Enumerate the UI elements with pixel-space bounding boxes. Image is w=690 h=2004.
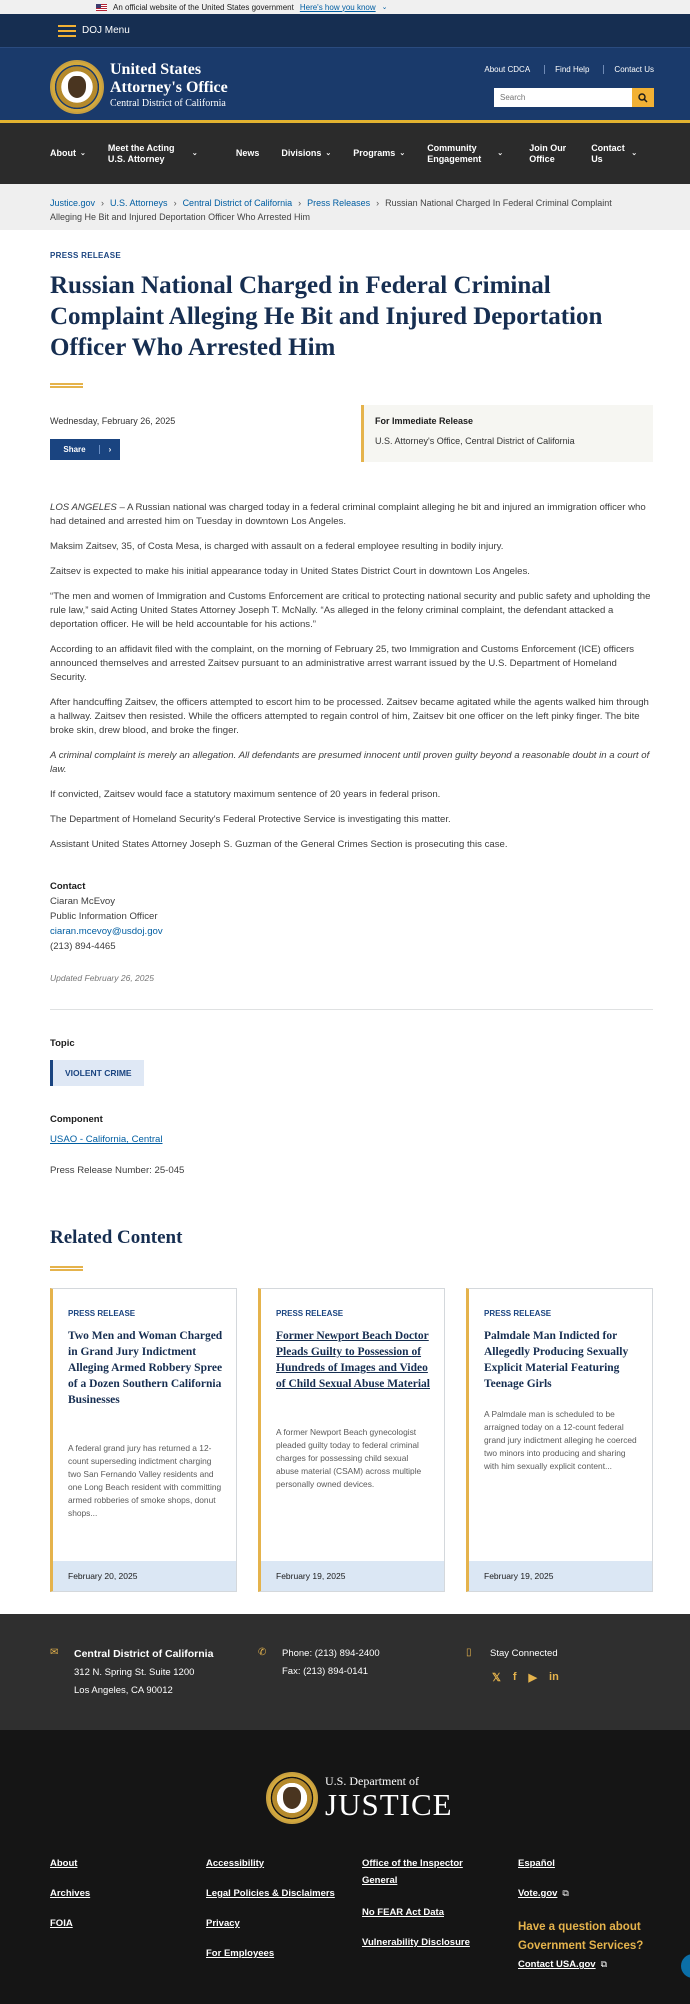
related-content-heading: Related Content xyxy=(50,1227,183,1248)
footer-stay-connected xyxy=(466,1645,558,1663)
card-description: A federal grand jury has returned a 12-count superseding indictment charging two San Fernando Valley residents and one Long Beach resident with committing armed robberies of smoke shops, donut shops... xyxy=(68,1443,222,1518)
nav-divisions[interactable]: Divisions ⌄ xyxy=(281,148,332,158)
utility-links xyxy=(484,65,654,74)
chevron-right-icon: › xyxy=(173,198,177,208)
topic-tag-violent-crime[interactable]: VIOLENT CRIME xyxy=(50,1060,144,1086)
chevron-down-icon: ⌄ xyxy=(631,150,638,157)
doj-seal-logo[interactable] xyxy=(266,1772,318,1824)
card-description: A Palmdale man is scheduled to be arraigned today on a 12-count federal grand jury indictment alleging he coerced two minors into producing and sharing with him sexually explicit content... xyxy=(484,1409,637,1471)
card-date: February 20, 2025 xyxy=(53,1561,236,1591)
paragraph-9: The Department of Homeland Security's Federal Protective Service is investigating this matter. xyxy=(50,814,451,825)
search-input[interactable] xyxy=(494,88,632,107)
paragraph-4: “The men and women of Immigration and Customs Enforcement are critical to protecting national security and public safety and upholding the rule law,” said Acting United States Attorney Joseph T. McNally. “As alleged in the felony criminal complaint, the defendant attacked a deportation officer. He will be held accountable for his actions.” xyxy=(50,591,651,630)
us-flag-icon xyxy=(96,4,107,11)
release-heading: For Immediate Release xyxy=(375,416,474,426)
card-kicker: PRESS RELEASE xyxy=(484,1309,552,1318)
related-card[interactable] xyxy=(258,1288,445,1592)
social-links xyxy=(492,1671,559,1684)
press-release-number: Press Release Number: 25-045 xyxy=(50,1165,185,1176)
doj-wordmark[interactable] xyxy=(325,1774,453,1821)
card-description: A former Newport Beach gynecologist pleaded guilty today to federal criminal charges for possessing child sexual abuse material (CSAM) across multiple personally owned devices. xyxy=(276,1427,422,1489)
footer-link-vulnerability-disclosure[interactable]: Vulnerability Disclosure xyxy=(362,1937,470,1948)
paragraph-disclaimer: A criminal complaint is merely an allegation. All defendants are presumed innocent until proven guilty beyond a reasonable doubt in a court of law. xyxy=(50,750,650,775)
topic-heading: Topic xyxy=(50,1038,75,1049)
footer-address-line2: Los Angeles, CA 90012 xyxy=(74,1685,173,1696)
contact-email-link[interactable]: ciaran.mcevoy@usdoj.gov xyxy=(50,926,163,937)
footer-link-for-employees[interactable]: For Employees xyxy=(206,1948,275,1959)
youtube-icon[interactable]: ▶ xyxy=(528,1672,538,1684)
footer-address xyxy=(50,1645,213,1700)
footer-fax-number: Fax: (213) 894-0141 xyxy=(282,1666,369,1677)
paragraph-3: Zaitsev is expected to make his initial appearance today in United States District Court in downtown Los Angeles. xyxy=(50,566,530,577)
paragraph-2: Maksim Zaitsev, 35, of Costa Mesa, is charged with assault on a federal employee resulting in bodily injury. xyxy=(50,541,504,552)
card-title-link[interactable]: Two Men and Woman Charged in Grand Jury Indictment Alleging Armed Robbery Spree of a Dozen Southern California Businesses xyxy=(68,1330,223,1406)
footer-link-legal-policies[interactable]: Legal Policies & Disclaimers xyxy=(206,1888,335,1899)
footer-link-vote-gov[interactable]: Vote.gov xyxy=(518,1888,558,1899)
chevron-right-icon: › xyxy=(376,198,380,208)
footer-contact xyxy=(0,1614,690,1730)
gov-banner xyxy=(0,0,690,14)
x-twitter-icon[interactable]: 𝕏 xyxy=(492,1672,501,1684)
heres-how-you-know-link[interactable]: Here's how you know xyxy=(299,2,376,12)
contact-us-link[interactable]: Contact Us xyxy=(603,65,654,74)
doj-menu-button[interactable]: DOJ Menu xyxy=(82,25,130,36)
paragraph-8: If convicted, Zaitsev would face a statutory maximum sentence of 20 years in federal prison. xyxy=(50,789,441,800)
contact-phone: (213) 894-4465 xyxy=(50,941,116,952)
footer-address-line1: 312 N. Spring St. Suite 1200 xyxy=(74,1667,195,1678)
paragraph-6: After handcuffing Zaitsev, the officers attempted to escort him to be processed. Zaitsev became agitated while the agents walked him through a hallway. Zaitsev then resisted. While the officers attempted to regain control of him, Zaitsev bit one officer on the left pinky finger. The bite broke skin, drew blood, and broke the finger. xyxy=(50,697,649,736)
gov-banner-text: An official website of the United States government xyxy=(113,2,294,12)
breadcrumb-us-attorneys[interactable]: U.S. Attorneys xyxy=(110,198,168,208)
footer-link-no-fear-act[interactable]: No FEAR Act Data xyxy=(362,1907,444,1918)
contact-heading: Contact xyxy=(50,881,86,892)
mobile-icon: ▯ xyxy=(466,1647,472,1658)
footer-link-foia[interactable]: FOIA xyxy=(50,1918,73,1929)
chevron-down-icon: ⌄ xyxy=(497,150,504,157)
gold-divider xyxy=(50,383,83,388)
footer-contact-usa[interactable] xyxy=(518,1956,607,1973)
release-office: U.S. Attorney's Office, Central District of California xyxy=(375,436,575,446)
card-title-link[interactable]: Palmdale Man Indicted for Allegedly Producing Sexually Explicit Material Featuring Teenage Girls xyxy=(484,1330,629,1390)
footer-office-name: Central District of California xyxy=(74,1648,214,1660)
contact-title: Public Information Officer xyxy=(50,911,158,922)
chevron-right-icon: › xyxy=(101,198,105,208)
search-button[interactable] xyxy=(632,88,654,107)
gold-divider xyxy=(50,1266,83,1271)
article-body xyxy=(50,501,652,863)
chevron-down-icon: ⌄ xyxy=(381,4,388,11)
dateline: LOS ANGELES xyxy=(50,502,117,513)
nav-news[interactable]: News xyxy=(235,148,260,158)
page-title: Russian National Charged in Federal Criminal Complaint Alleging He Bit and Injured Deportation Officer Who Arrested Him xyxy=(50,272,603,361)
breadcrumb-central-district[interactable]: Central District of California xyxy=(182,198,293,208)
component-link[interactable]: USAO - California, Central xyxy=(50,1134,163,1145)
footer-link-inspector-general[interactable]: Office of the Inspector General xyxy=(362,1858,463,1886)
nav-community-engagement[interactable]: Community Engagement ⌄ xyxy=(427,142,504,164)
facebook-icon[interactable]: f xyxy=(512,1671,517,1683)
footer-dept-label: U.S. Department of xyxy=(325,1774,419,1788)
paragraph-1: LOS ANGELES – A Russian national was charged today in a federal criminal complaint alleging he bit and injured an immigration officer who had detained and arrested him on Tuesday in downtown Los Angeles. xyxy=(50,502,646,527)
office-line3: Central District of California xyxy=(110,98,226,109)
release-box xyxy=(361,405,653,462)
phone-icon: ✆ xyxy=(258,1647,267,1658)
search-icon xyxy=(638,93,648,103)
divider xyxy=(50,1009,653,1010)
chevron-down-icon: ⌄ xyxy=(80,150,86,157)
nav-about[interactable]: About ⌄ xyxy=(50,148,86,158)
card-title-link[interactable]: Former Newport Beach Doctor Pleads Guilty to Possession of Hundreds of Images and Video of Child Sexual Abuse Material xyxy=(276,1330,430,1390)
nav-meet-acting-us-attorney[interactable]: Meet the Acting U.S. Attorney ⌄ xyxy=(107,142,198,164)
share-button[interactable] xyxy=(50,439,120,460)
article-date: Wednesday, February 26, 2025 xyxy=(50,416,176,426)
external-link-icon: ⧉ xyxy=(562,1888,569,1898)
nav-contact-us[interactable]: Contact Us ⌄ xyxy=(591,142,638,164)
chevron-down-icon: ⌄ xyxy=(399,150,406,157)
external-link-icon: ⧉ xyxy=(600,1959,608,1969)
site-header xyxy=(0,47,690,123)
find-help-link[interactable]: Find Help xyxy=(544,65,589,74)
linkedin-icon[interactable]: in xyxy=(549,1671,559,1683)
about-cdca-link[interactable]: About CDCA xyxy=(484,65,531,74)
chevron-right-icon: › xyxy=(298,198,302,208)
footer-phone xyxy=(258,1645,380,1681)
chevron-right-icon: › xyxy=(108,445,112,454)
footer-question: Have a question about Government Services? xyxy=(518,1921,644,1952)
share-label: Share xyxy=(50,445,100,454)
nav-programs[interactable]: Programs ⌄ xyxy=(353,148,406,158)
related-card[interactable] xyxy=(50,1288,237,1592)
office-name[interactable] xyxy=(110,61,228,109)
footer-link-archives[interactable]: Archives xyxy=(50,1888,91,1899)
footer-link-about[interactable]: About xyxy=(50,1858,78,1869)
office-line1: United States xyxy=(110,61,202,78)
footer-vote-gov[interactable] xyxy=(518,1885,569,1902)
related-card[interactable] xyxy=(466,1288,653,1592)
doj-seal-logo[interactable] xyxy=(50,60,104,114)
hamburger-icon[interactable] xyxy=(58,25,76,37)
footer-justice-label: JUSTICE xyxy=(325,1787,453,1822)
office-line2: Attorney's Office xyxy=(110,79,228,96)
search-form xyxy=(494,88,654,107)
breadcrumb-press-releases[interactable]: Press Releases xyxy=(307,198,371,208)
doj-menu-bar xyxy=(0,14,690,47)
paragraph-10: Assistant United States Attorney Joseph S. Guzman of the General Crimes Section is prosecuting this case. xyxy=(50,839,508,850)
breadcrumb xyxy=(0,184,690,230)
footer-link-contact-usa[interactable]: Contact USA.gov xyxy=(518,1959,596,1970)
card-kicker: PRESS RELEASE xyxy=(68,1309,136,1318)
envelope-icon: ✉ xyxy=(50,1647,59,1658)
chevron-down-icon: ⌄ xyxy=(191,150,198,157)
nav-join-our-office[interactable]: Join Our Office xyxy=(529,142,567,164)
footer-link-accessibility[interactable]: Accessibility xyxy=(206,1858,265,1869)
contact-name: Ciaran McEvoy xyxy=(50,896,116,907)
card-kicker: PRESS RELEASE xyxy=(276,1309,344,1318)
footer-link-espanol[interactable]: Español xyxy=(518,1858,555,1869)
footer-link-privacy[interactable]: Privacy xyxy=(206,1918,240,1929)
breadcrumb-justice-gov[interactable]: Justice.gov xyxy=(50,198,96,208)
main-nav xyxy=(0,123,690,184)
article-kicker: PRESS RELEASE xyxy=(50,251,122,260)
footer-phone-number: Phone: (213) 894-2400 xyxy=(282,1648,380,1659)
contact-block xyxy=(50,879,163,954)
chevron-down-icon: ⌄ xyxy=(325,150,332,157)
breadcrumb-current: Russian National Charged In Federal Criminal Complaint Alleging He Bit and Injured Deportation Officer Who Arrested Him xyxy=(50,198,612,222)
component-heading: Component xyxy=(50,1114,103,1125)
card-date: February 19, 2025 xyxy=(469,1561,652,1591)
updated-date: Updated February 26, 2025 xyxy=(50,973,154,983)
paragraph-5: According to an affidavit filed with the complaint, on the morning of February 25, two Immigration and Customs Enforcement (ICE) officers announced themselves and arrested Zaitsev pursuant to an administrative arrest warrant issued by the U.S. Department of Homeland Security. xyxy=(50,644,635,683)
card-date: February 19, 2025 xyxy=(261,1561,444,1591)
stay-connected-label: Stay Connected xyxy=(490,1648,558,1659)
